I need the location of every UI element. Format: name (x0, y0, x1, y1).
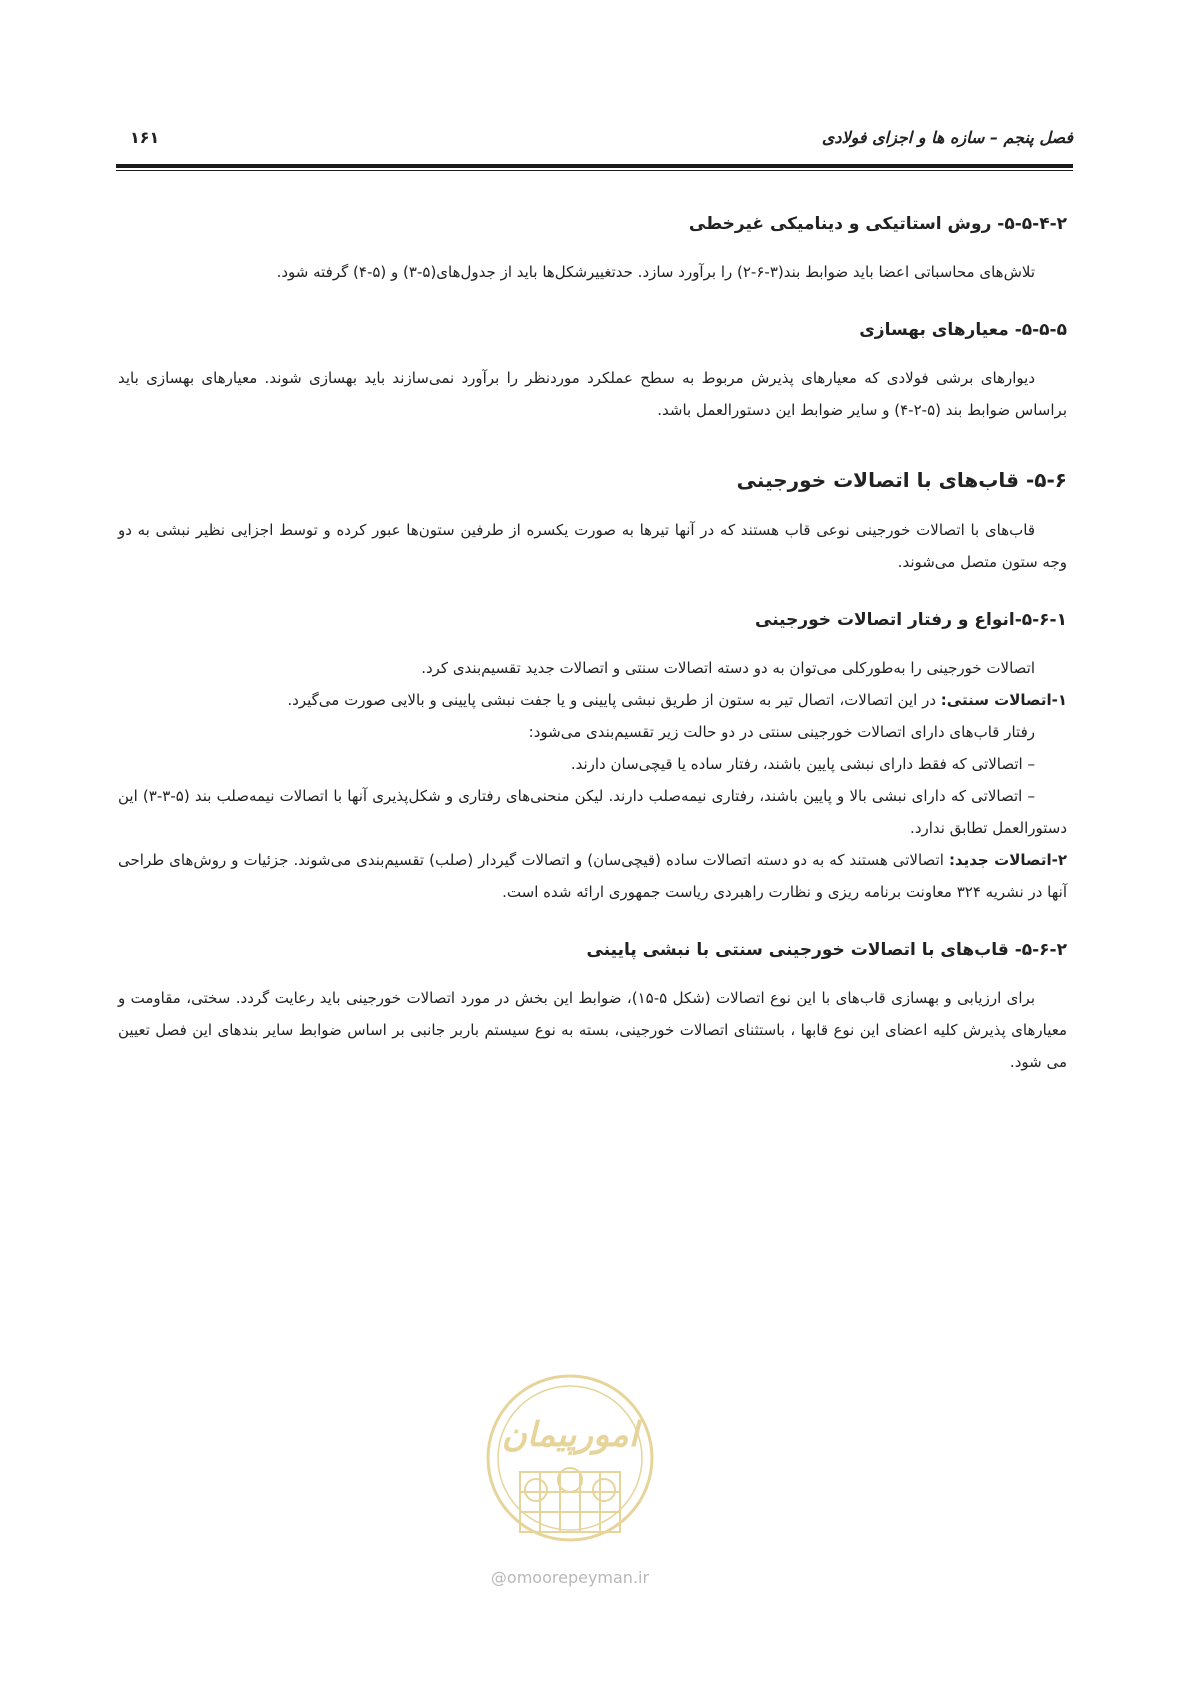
watermark-site: @omoorepeyman.ir (490, 1568, 650, 1587)
body-paragraph: رفتار قاب‌های دارای اتصالات خورجینی سنتی در دو حالت زیر تقسیم‌بندی می‌شود: (528, 723, 1035, 741)
section-heading: ۵-۶-۲- قاب‌های با اتصالات خورجینی سنتی با نبشی پایینی (586, 940, 1067, 960)
body-paragraph: دیوارهای برشی فولادی که معیارهای پذیرش مربوط به سطح عملکرد موردنظر را برآورد نمی‌سازند باید بهسازی شوند. معیارهای بهسازی باید براساس ضوابط بند (۵-۲-۴) و سایر ضوابط این دستورالعمل باشد. (118, 369, 1067, 419)
body-paragraph: قاب‌های با اتصالات خورجینی نوعی قاب هستند که در آنها تیرها به صورت یکسره از طرفین ستون‌ها عبور کرده و توسط اجزایی نظیر نبشی به دو وجه ستون متصل می‌شوند. (118, 521, 1067, 571)
header-rule (116, 164, 1073, 168)
section-heading: ۵-۵-۵- معیارهای بهسازی (859, 320, 1067, 340)
list-item (118, 684, 1067, 716)
chapter-title: فصل پنجم – سازه ها و اجزای فولادی (821, 128, 1073, 147)
watermark-logo (480, 1362, 660, 1586)
item-number: ۲- (1051, 851, 1068, 869)
header-rule-thin (116, 170, 1073, 171)
item-label: اتصالات سنتی: (940, 691, 1052, 709)
body-paragraph: برای ارزیابی و بهسازی قاب‌های با این نوع اتصالات (شکل ۵-۱۵)، ضوابط این بخش در مورد اتصالات خورجینی باید رعایت گردد. سختی، مقاومت و معیارهای پذیرش کلیه اعضای این نوع قابها ، باستثنای اتصالات خورجینی، بسته به نوع سیستم باربر جانبی بر اساس ضوابط سایر بندهای این فصل تعیین می شود. (118, 989, 1067, 1071)
body-paragraph: اتصالات خورجینی را به‌طورکلی می‌توان به دو دسته اتصالات سنتی و اتصالات جدید تقسیم‌بندی کرد. (421, 659, 1035, 677)
list-item (118, 844, 1067, 908)
page-number: ۱۶۱ (130, 128, 160, 147)
item-text: اتصالاتی هستند که به دو دسته اتصالات ساده (قیچی‌سان) و اتصالات گیردار (صلب) تقسیم‌بندی می‌شوند. جزئیات و روش‌های طراحی آنها در نشریه ۳۲۴ معاونت برنامه ریزی و نظارت راهبردی ریاست جمهوری ارائه شده است. (118, 851, 1067, 901)
section-heading: ۵-۵-۴-۲- روش استاتیکی و دینامیکی غیرخطی (688, 214, 1067, 234)
watermark-emblem-icon (480, 1362, 660, 1562)
section-heading: ۵-۶- قاب‌های با اتصالات خورجینی (736, 468, 1067, 492)
item-text: در این اتصالات، اتصال تیر به ستون از طریق نبشی پایینی و یا جفت نبشی پایینی و بالایی صورت می‌گیرد. (287, 691, 941, 709)
watermark-logo-text: امورپیمان (501, 1415, 639, 1455)
dash-item: – اتصالاتی که دارای نبشی بالا و پایین باشند، رفتاری نیمه‌صلب دارند. لیکن منحنی‌های رفتاری و شکل‌پذیری آنها با اتصالات نیمه‌صلب بند (۵-۳-۳) این دستورالعمل تطابق ندارد. (118, 787, 1067, 837)
dash-item: – اتصالاتی که فقط دارای نبشی پایین باشند، رفتار ساده یا قیچی‌سان دارند. (570, 755, 1035, 773)
section-heading: ۵-۶-۱-انواع و رفتار اتصالات خورجینی (755, 610, 1067, 630)
page-header (116, 128, 1073, 150)
item-number: ۱- (1051, 691, 1067, 709)
page-content (118, 210, 1067, 1078)
body-paragraph: تلاش‌های محاسباتی اعضا باید ضوابط بند(۳-۶-۲) را برآورد سازد. حدتغییرشکل‌ها باید از جدول‌های(۵-۳) و (۵-۴) گرفته شود. (276, 263, 1035, 281)
item-label: اتصالات جدید: (948, 851, 1052, 869)
